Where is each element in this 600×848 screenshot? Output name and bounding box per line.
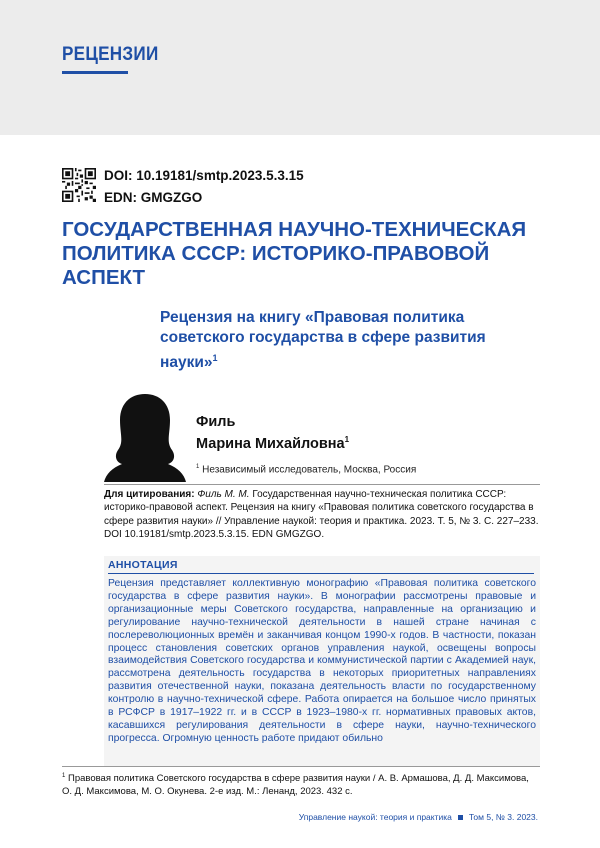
page-footer [299,812,538,822]
footer-journal: Управление наукой: теория и практика [298,812,452,822]
subtitle-footnote-mark: 1 [212,353,218,363]
footer-separator-icon [458,815,463,820]
article-title: ГОСУДАРСТВЕННАЯ НАУЧНО-ТЕХНИЧЕСКАЯ ПОЛИТИКА СССР: ИСТОРИКО-ПРАВОВОЙ АСПЕКТ [62,218,527,289]
section-underline [62,71,128,74]
doi-text: DOI: 10.19181/smtp.2023.5.3.15 [104,168,304,183]
header-band [0,0,600,135]
author-name [196,413,349,453]
edn-text: EDN: GMGZGO [104,190,203,205]
author-given-name [196,431,349,453]
author-note-mark: 1 [344,435,350,444]
abstract-heading: АННОТАЦИЯ [108,559,178,571]
author-silhouette-icon [102,390,188,482]
author-surname: Филь [196,414,236,430]
footnote-text: Правовая политика Советского государства в сфере развития науки / А. В. Армашова, Д. Д. Максимова, О. Д. Максимова, М. О. Окунева. 2-е изд. М.: Ленанд, 2023. 432 с. [62,773,529,798]
citation-author: Филь М. М. [197,489,250,500]
section-label: РЕЦЕНЗИИ [62,44,159,65]
subtitle-text: Рецензия на книгу «Правовая политика советского государства в сфере развития науки» [160,309,486,372]
author-affiliation [196,464,416,475]
footer-issue: Том 5, № 3. 2023. [468,812,538,822]
affiliation-text: Независимый исследователь, Москва, Россия [202,464,417,476]
qr-code-icon [62,168,96,202]
citation-block [104,488,540,541]
footnote-mark: 1 [62,773,66,779]
abstract-divider [108,573,534,574]
footnote-divider [62,766,540,767]
citation-text: Государственная научно-техническая политика СССР: историко-правовой аспект. Рецензия на книгу «Правовая политика советского государства в сфере развития науки» // Управление наукой: теория и практика. 2023. Т. 5, № 3. С. 227–233. DOI 10.19181/smtp.2023.5.3.15. EDN GMGZGO. [104,489,539,540]
abstract-text: Рецензия представляет коллективную монографию «Правовая политика советского государства в сфере развития науки». В монографии рассмотрены правовые и организационные меры Советского государства, направленные на организацию и регулирование научно-технической деятельности в нашей стране начиная с послереволюционных времён и заканчивая концом 1990-х годов. В частности, показан процесс становления советских органов управления наукой, освещены вопросы взаимодействия Советского государства и коммунистической партии с Академией наук, рассмотрена деятельность государства в некоторых приоритетных направлениях развития отечественной науки, показана деятельность власти по государственному контролю в научно-технической сфере. Работа опирается на большое число принятых в РСФСР в 1917–1922 гг. и в СССР в 1923–1980-х гг. нормативных правовых актов, касавшихся регулирования деятельности в сфере науки, научно-технического прогресса. Огромную ценность работе придают обильно [108,578,536,744]
affiliation-note-mark: 1 [196,464,200,470]
article-subtitle [160,308,540,373]
citation-divider [104,484,540,485]
citation-label: Для цитирования: [104,489,195,500]
footnote [62,770,540,798]
author-given-text: Марина Михайловна [196,435,345,452]
